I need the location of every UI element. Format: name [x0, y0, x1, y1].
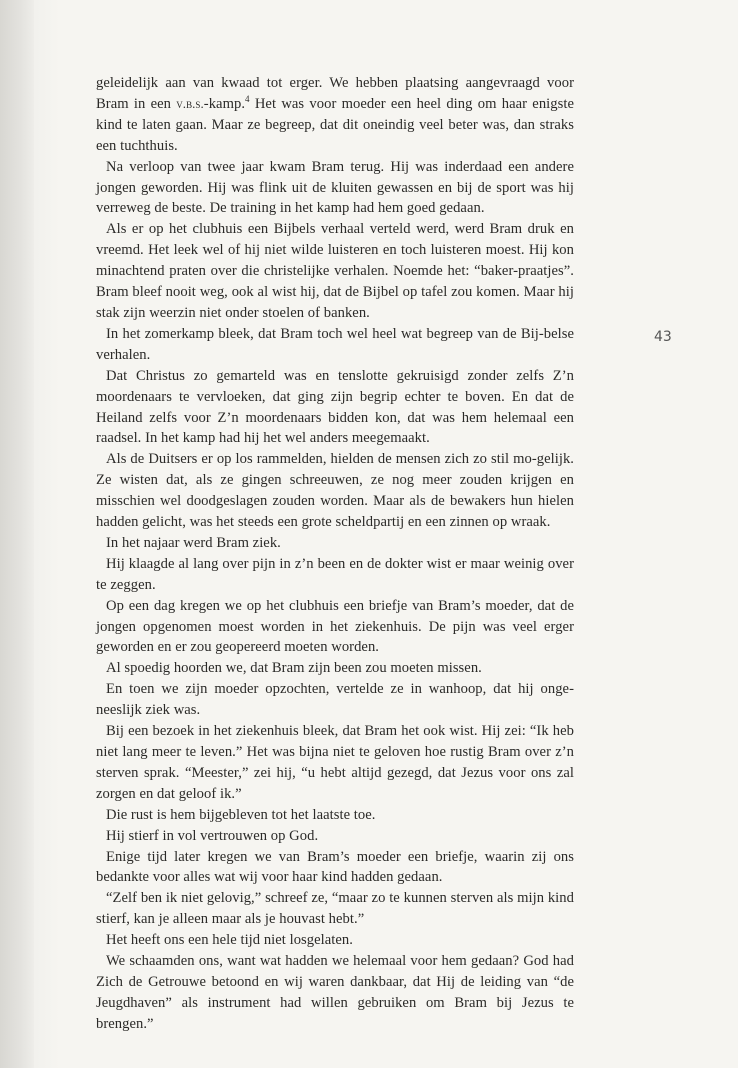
text-run: -kamp.: [203, 95, 246, 112]
text-run: Het was voor moeder een heel ding om haar enigste kind te laten gaan. Maar ze begreep, dat dit oneindig veel beter was, dan straks een tuchthuis.: [96, 95, 574, 154]
text-run: geleidelijk aan van kwaad tot erger. We hebben plaatsing aangevraagd voor Bram in een: [96, 75, 574, 112]
paragraph: [96, 596, 574, 659]
text-run: Het heeft ons een hele tijd niet losgelaten.: [106, 932, 353, 949]
paragraph: [96, 847, 574, 889]
text-run: Al spoedig hoorden we, dat Bram zijn been zou moeten missen.: [106, 660, 482, 677]
paragraph: [96, 324, 574, 366]
small-caps-text: v.b.s.: [176, 95, 204, 111]
text-run: Hij klaagde al lang over pijn in z’n been en de dokter wist er maar weinig over te zeggen.: [96, 555, 574, 593]
text-run: Hij stierf in vol vertrouwen op God.: [106, 827, 319, 844]
paragraph: [96, 554, 574, 596]
paragraph: [96, 951, 574, 1035]
text-run: Dat Christus zo gemarteld was en tenslotte gekruisigd zonder zelfs Z’n moordenaars te vervloeken, dat ging zijn begrip echter te boven. En dat de Heiland zelfs voor Z’n moordenaars bidden kon, dat was hem helemaal een raadsel. In het kamp had hij het wel anders meegemaakt.: [96, 367, 574, 447]
text-run: Op een dag kregen we op het clubhuis een briefje van Bram’s moeder, dat de jongen opgenomen moest worden in het ziekenhuis. De pijn was veel erger geworden en er zou geopereerd moeten worden.: [96, 597, 574, 656]
paragraph: [96, 157, 574, 220]
paragraph: [96, 930, 574, 951]
paragraph: [96, 73, 574, 157]
body-text: [96, 73, 574, 1035]
page-spine-shadow: [0, 0, 34, 1068]
text-run: Die rust is hem bijgebleven tot het laatste toe.: [106, 806, 376, 823]
paragraph: [96, 219, 574, 324]
paragraph: [96, 826, 574, 847]
paragraph: [96, 679, 574, 721]
paragraph: [96, 805, 574, 826]
footnote-marker: 4: [245, 94, 250, 105]
text-run: Als er op het clubhuis een Bijbels verhaal verteld werd, werd Bram druk en vreemd. Het leek wel of hij niet wilde luisteren en toch luisteren moest. Hij kon minachtend praten over die christelijke verhalen. Noemde het: “baker-praatjes”. Bram bleef nooit weg, ook al wist hij, dat de Bijbel op tafel zou komen. Maar hij stak zijn weerzin niet onder stoelen of banken.: [96, 221, 574, 321]
page-number: 43: [654, 329, 672, 345]
text-run: Enige tijd later kregen we van Bram’s moeder een briefje, waarin zij ons bedankte voor alles wat wij voor haar kind hadden gedaan.: [96, 848, 574, 886]
text-run: Na verloop van twee jaar kwam Bram terug. Hij was inderdaad een andere jongen geworden. Hij was flink uit de kluiten gewassen en bij de sport was hij verreweg de beste. De training in het kamp had hem goed gedaan.: [96, 158, 574, 217]
text-run: Als de Duitsers er op los rammelden, hielden de mensen zich zo stil mo-gelijk. Ze wisten dat, als ze gingen schreeuwen, ze nog meer zouden krijgen en misschien wel doodgeslagen zouden worden. Maar als de bewakers hun hielen hadden gelicht, was het steeds een grote scheldpartij en een zinnen op wraak.: [96, 451, 574, 531]
paragraph: [96, 366, 574, 450]
paragraph: [96, 658, 574, 679]
text-run: Bij een bezoek in het ziekenhuis bleek, dat Bram het ook wist. Hij zei: “Ik heb niet lang meer te leven.” Het was bijna niet te geloven hoe rustig Bram over z’n sterven sprak. “Meester,” zei hij, “u hebt altijd gezegd, dat Jezus voor ons zal zorgen en dat geloof ik.”: [96, 723, 574, 802]
text-run: En toen we zijn moeder opzochten, vertelde ze in wanhoop, dat hij onge-neeslijk ziek was.: [96, 681, 574, 719]
text-run: “Zelf ben ik niet gelovig,” schreef ze, “maar zo te kunnen sterven als mijn kind stierf, kan je alleen maar als je houvast hebt.”: [96, 890, 574, 928]
text-run: We schaamden ons, want wat hadden we helemaal voor hem gedaan? God had Zich de Getrouwe betoond en wij waren dankbaar, dat Hij de leiding van “de Jeugdhaven” als instrument had willen gebruiken om Bram bij Jezus te brengen.”: [96, 953, 574, 1032]
paragraph: [96, 721, 574, 805]
paragraph: [96, 449, 574, 533]
paragraph: [96, 533, 574, 554]
paragraph: [96, 888, 574, 930]
text-run: In het zomerkamp bleek, dat Bram toch wel heel wat begreep van de Bij-belse verhalen.: [96, 325, 574, 363]
text-run: In het najaar werd Bram ziek.: [106, 534, 281, 551]
